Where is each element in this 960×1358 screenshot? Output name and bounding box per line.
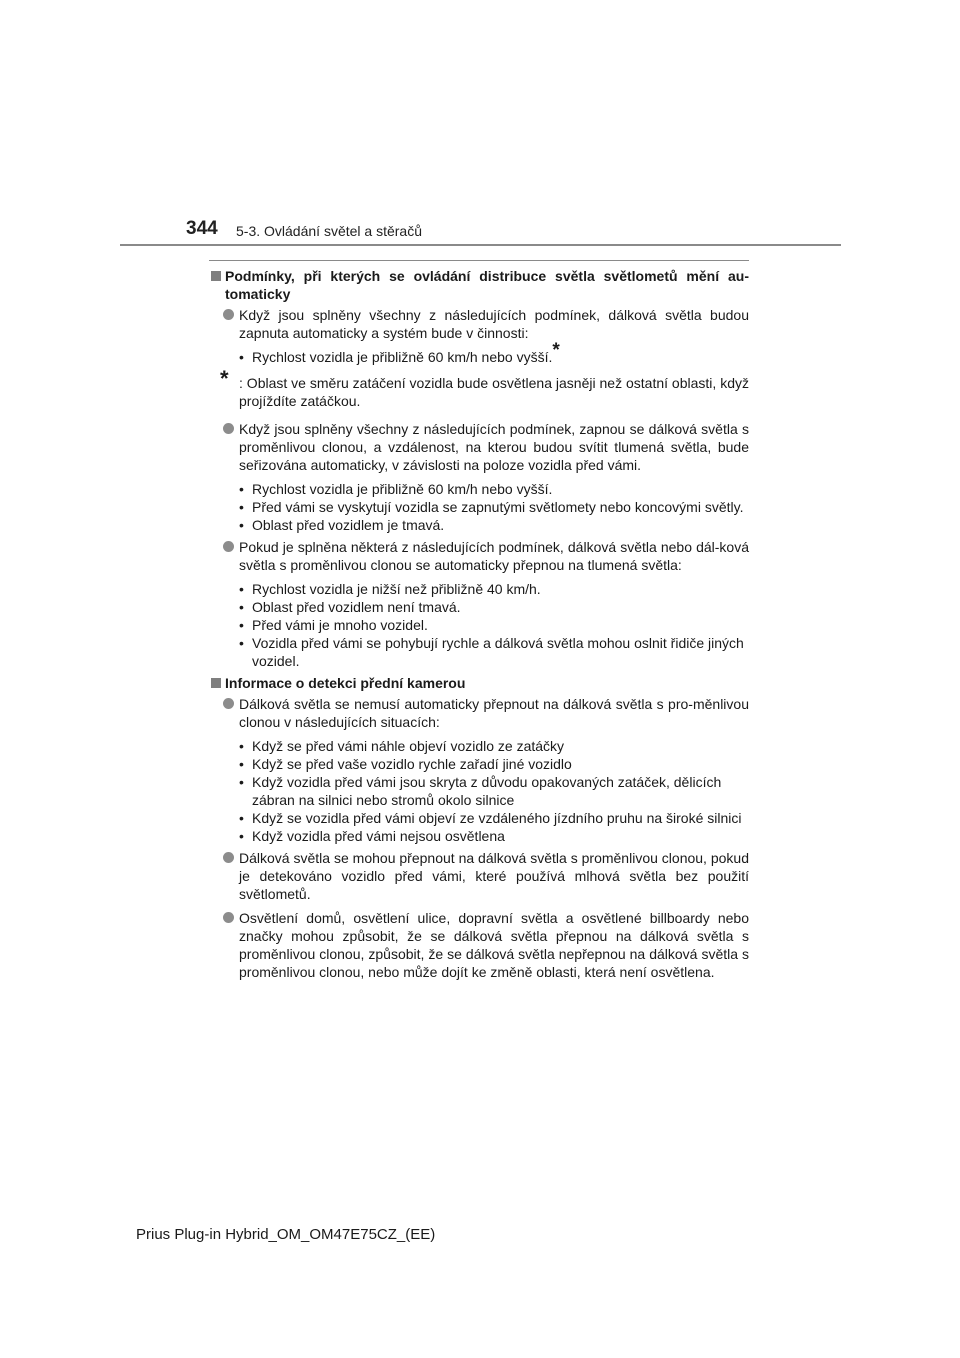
circle-bullet-icon [223, 541, 234, 552]
list-item: • Oblast před vozidlem je tmavá. [239, 516, 749, 534]
page-number: 344 [186, 218, 218, 239]
square-bullet-icon [211, 678, 221, 688]
bullet-paragraph [209, 306, 749, 342]
section-heading [209, 674, 749, 692]
bullet-paragraph [209, 538, 749, 574]
list-item: • Když vozidla před vámi nejsou osvětlena [239, 827, 749, 845]
situation-list [209, 737, 749, 845]
list-item: • Rychlost vozidla je přibližně 60 km/h nebo vyšší.* [239, 348, 749, 366]
list-item: • Rychlost vozidla je přibližně 60 km/h nebo vyšší. [239, 480, 749, 498]
content-divider [209, 260, 749, 261]
circle-bullet-icon [223, 852, 234, 863]
bullet-text: Když jsou splněny všechny z následujících podmínek, dálková světla budou zapnuta automaticky a systém bude v činnosti: [239, 307, 749, 341]
list-item: • Když vozidla před vámi jsou skryta z důvodu opakovaných zatáček, dělicích zábran na silnici nebo stromů okolo silnice [239, 773, 749, 809]
bullet-text: Když jsou splněny všechny z následujících podmínek, zapnou se dálková světla s proměnlivou clonou, a vzdálenost, na kterou budou svítit tlumená světla, bude seřizována automaticky, v závislosti na poloze vozidla před vámi. [239, 421, 749, 473]
page-footer: Prius Plug-in Hybrid_OM_OM47E75CZ_(EE) [136, 1226, 436, 1243]
heading-text: Informace o detekci přední kamerou [225, 675, 466, 691]
list-item: • Když se před vaše vozidlo rychle zařadí jiné vozidlo [239, 755, 749, 773]
bullet-text: Dálková světla se mohou přepnout na dálková světla s proměnlivou clonou, pokud je detekováno vozidlo před vámi, které používá mlhová světla bez použití světlometů. [239, 850, 749, 902]
list-item: • Když se vozidla před vámi objeví ze vzdáleného jízdního pruhu na široké silnici [239, 809, 749, 827]
bullet-text: Dálková světla se nemusí automaticky přepnout na dálková světla s pro-měnlivou clonou v následujících situacích: [239, 696, 749, 730]
circle-bullet-icon [223, 698, 234, 709]
footnote-marker: * [552, 340, 560, 361]
condition-list [209, 580, 749, 670]
circle-bullet-icon [223, 912, 234, 923]
circle-bullet-icon [223, 423, 234, 434]
page-header [0, 0, 960, 260]
list-item: • Vozidla před vámi se pohybují rychle a dálková světla mohou oslnit řidiče jiných vozidel. [239, 634, 749, 670]
header-rule [120, 244, 841, 246]
bullet-paragraph [209, 420, 749, 474]
footnote-asterisk: * [220, 366, 229, 391]
list-item: • Když se před vámi náhle objeví vozidlo ze zatáčky [239, 737, 749, 755]
circle-bullet-icon [223, 309, 234, 320]
page-content [209, 260, 749, 987]
section-title: 5-3. Ovládání světel a stěračů [236, 223, 422, 239]
list-item: • Oblast před vozidlem není tmavá. [239, 598, 749, 616]
section-heading [209, 267, 749, 303]
bullet-paragraph [209, 695, 749, 731]
bullet-text: Osvětlení domů, osvětlení ulice, dopravní světla a osvětlené billboardy nebo značky mohou způsobit, že se dálková světla přepnou na dálková světla s proměnlivou clonou, způsobit, že se dálková světla nepřepnou na dálková světla s proměnlivou clonou, nebo může dojít ke změně oblasti, která není osvětlena. [239, 910, 749, 980]
list-item: • Před vámi se vyskytují vozidla se zapnutými světlomety nebo koncovými světly. [239, 498, 749, 516]
heading-text: Podmínky, při kterých se ovládání distribuce světla světlometů mění au-tomaticky [225, 268, 749, 302]
condition-list [209, 340, 749, 366]
footnote [209, 366, 749, 410]
square-bullet-icon [211, 271, 221, 281]
list-item: • Rychlost vozidla je nižší než přibližně 40 km/h. [239, 580, 749, 598]
list-item: • Před vámi je mnoho vozidel. [239, 616, 749, 634]
condition-list [209, 480, 749, 534]
bullet-paragraph [209, 849, 749, 903]
bullet-paragraph [209, 909, 749, 981]
footnote-text: : Oblast ve směru zatáčení vozidla bude osvětlena jasněji než ostatní oblasti, když projíždíte zatáčkou. [239, 375, 749, 409]
bullet-text: Pokud je splněna některá z následujících podmínek, dálková světla nebo dál-ková světla s proměnlivou clonou se automaticky přepnou na tlumená světla: [239, 539, 749, 573]
